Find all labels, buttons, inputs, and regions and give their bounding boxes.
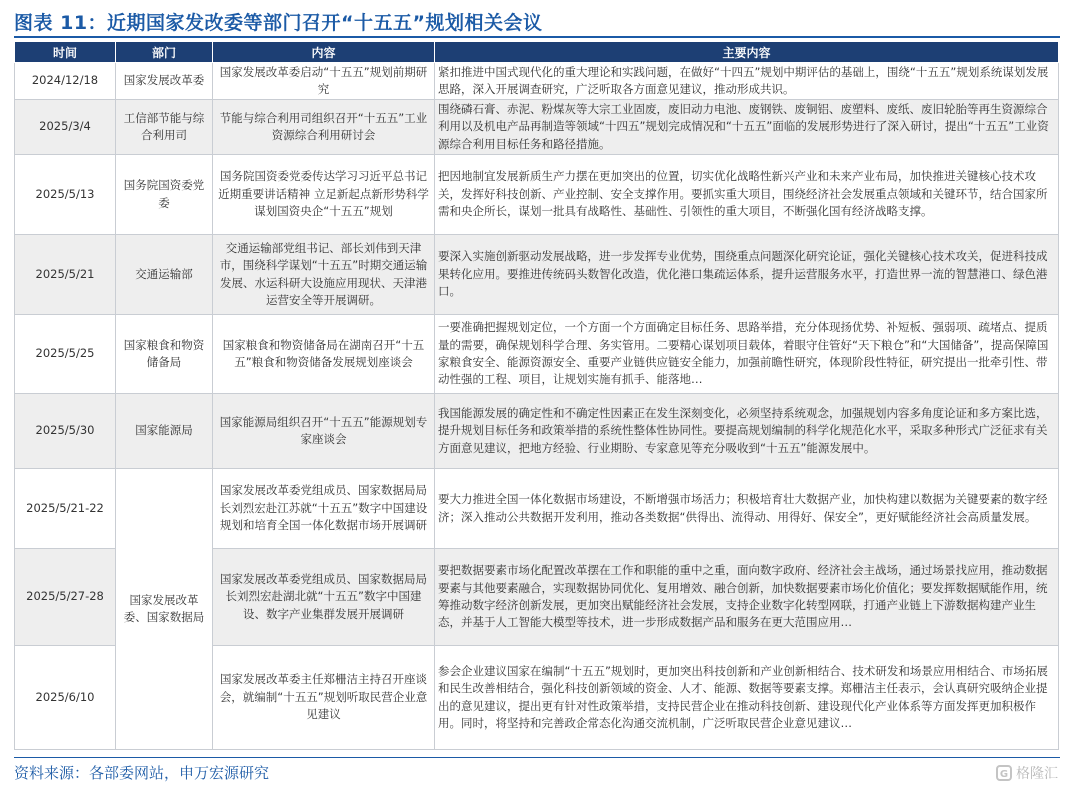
row-date: 2025/5/13 xyxy=(15,155,116,235)
row-main-content xyxy=(435,155,1059,235)
row-date: 2025/5/30 xyxy=(15,394,116,469)
row-meeting: 国务院国资委党委传达学习习近平总书记近期重要讲话精神 立足新起点新形势科学谋划国资央企“十五五”规划 xyxy=(213,155,435,235)
row-main-content-text: 把因地制宜发展新质生产力摆在更加突出的位置，切实优化战略性新兴产业和未来产业布局，加快推进关键核心技术攻关，发挥好科技创新、产业控制、安全支撑作用。要抓实重大项目，围绕经济社会发展重点领域和关键环节，结合国家所需和央企所长，谋划一批具有战略性、基础性、引领性的重大项目，不断强化国有经济战略支撑。 xyxy=(438,169,1048,219)
table-row xyxy=(15,315,1059,394)
row-meeting: 国家粮食和物资储备局在湖南召开“十五五”粮食和物资储备发展规划座谈会 xyxy=(213,315,435,394)
row-meeting: 国家能源局组织召开“十五五”能源规划专家座谈会 xyxy=(213,394,435,469)
table-row xyxy=(15,469,1059,549)
row-date: 2024/12/18 xyxy=(15,63,116,100)
row-department-merged: 国家发展改革委、国家数据局 xyxy=(116,469,213,750)
row-main-content xyxy=(435,394,1059,469)
table-row xyxy=(15,235,1059,315)
row-meeting: 国家发展改革委党组成员、国家数据局局长刘烈宏赴湖北就“十五五”数字中国建设、数字产业集群发展开展调研 xyxy=(213,549,435,646)
row-department: 国家发展改革委 xyxy=(116,63,213,100)
table-row xyxy=(15,394,1059,469)
row-main-content-text: 参会企业建议国家在编制“十五五”规划时，更加突出科技创新和产业创新相结合、技术研发和场景应用相结合、市场拓展和民生改善相结合，强化科技创新领域的资金、人才、能源、数据等要素支撑。郑栅洁主任表示，会认真研究吸纳企业提出的意见建议，提出更有针对性政策举措，支持民营企业在推动科技创新、建设现代化产业体系等方面发挥更加积极作用。同时，将坚持和完善政企常态化沟通交流机制，广泛听取民营企业意见建议… xyxy=(438,663,1048,730)
row-date: 2025/5/25 xyxy=(15,315,116,394)
row-main-content-text: 要把数据要素市场化配置改革摆在工作和职能的重中之重，面向数字政府、经济社会主战场，通过场景找应用，推动数据要素与其他要素融合，实现数据协同优化、复用增效、融合创新，加快数据要素市场化价值化；要发挥数据赋能作用，统筹推动数字经济创新发展，更加突出赋能经济社会发展，支持企业数字化转型网联，打通产业链上下游数据构建产业生态，并基于人工智能大模型等技术，进一步形成数据产品和服务在更大范围应用… xyxy=(438,563,1048,630)
source-note: 资料来源：各部委网站，申万宏源研究 xyxy=(14,764,270,782)
row-main-content xyxy=(435,315,1059,394)
row-department: 工信部节能与综合利用司 xyxy=(116,100,213,155)
gelonghui-logo-icon: G xyxy=(996,765,1012,781)
row-department: 国家能源局 xyxy=(116,394,213,469)
chart-title: 图表 11：近期国家发改委等部门召开“十五五”规划相关会议 xyxy=(14,12,543,34)
row-meeting: 国家发展改革委党组成员、国家数据局局长刘烈宏赴江苏就“十五五”数字中国建设规划和培育全国一体化数据市场开展调研 xyxy=(213,469,435,549)
watermark-logo xyxy=(996,763,1058,783)
row-main-content-text: 围绕磷石膏、赤泥、粉煤灰等大宗工业固废，废旧动力电池、废钢铁、废铜铝、废塑料、废纸、废旧轮胎等再生资源综合利用以及机电产品再制造等领域“十四五”规划完成情况和“十五五”面临的发展形势进行了深入研讨，提出“十五五”工业资源综合利用目标任务和路径措施。 xyxy=(438,101,1049,151)
row-date: 2025/5/21 xyxy=(15,235,116,315)
row-department: 国家粮食和物资储备局 xyxy=(116,315,213,394)
row-main-content-text: 要深入实施创新驱动发展战略，进一步发挥专业优势，围绕重点问题深化研究论证，强化关键核心技术攻关，促进科技成果转化应用。要推进传统码头数智化改造，优化港口集疏运体系，提升运营服务水平，打造世界一流的智慧港口、绿色港口。 xyxy=(438,249,1048,299)
header-department: 部门 xyxy=(116,42,213,63)
logo-text: 格隆汇 xyxy=(1016,766,1058,782)
header-date: 时间 xyxy=(15,42,116,63)
row-meeting: 节能与综合利用司组织召开“十五五”工业资源综合利用研讨会 xyxy=(213,100,435,155)
row-main-content-text: 我国能源发展的确定性和不确定性因素正在发生深刻变化，必须坚持系统观念，加强规划内容多角度论证和多方案比选，提升规划目标任务和政策举措的系统性整体性协同性。要提高规划编制的科学化规范化水平，采取多种形式广泛征求有关方面意见建议，把地方经验、行业期盼、专家意见等充分吸收到“十五五”能源发展中。 xyxy=(438,405,1048,455)
row-main-content-text: 紧扣推进中国式现代化的重大理论和实践问题，在做好“十四五”规划中期评估的基础上，围绕“十五五”规划系统谋划发展思路，深入开展调查研究，广泛听取各方面意见建议，推动形成共识。 xyxy=(438,64,1049,96)
header-meeting: 内容 xyxy=(213,42,435,63)
row-date: 2025/3/4 xyxy=(15,100,116,155)
row-main-content xyxy=(435,469,1059,549)
row-department: 国务院国资委党委 xyxy=(116,155,213,235)
title-divider xyxy=(14,36,1060,38)
row-date: 2025/5/27-28 xyxy=(15,549,116,646)
row-meeting: 国家发展改革委主任郑栅洁主持召开座谈会，就编制“十五五”规划听取民营企业意见建议 xyxy=(213,646,435,750)
row-date: 2025/5/21-22 xyxy=(15,469,116,549)
row-main-content-text: 要大力推进全国一体化数据市场建设，不断增强市场活力；积极培育壮大数据产业，加快构建以数据为关键要素的数字经济；深入推动公共数据开发利用，推动各类数据“供得出、流得动、用得好、保安全”，更好赋能经济社会高质量发展。 xyxy=(438,492,1048,524)
header-main-content: 主要内容 xyxy=(435,42,1059,63)
bottom-divider xyxy=(14,757,1060,758)
row-main-content-text: 一要准确把握规划定位，一个方面一个方面确定目标任务、思路举措，充分体现扬优势、补短板、强弱项、疏堵点、提质量的需要，确保规划科学合理、务实管用。二要精心谋划项目载体，着眼守住管好“天下粮仓”和“大国储备”，提高保障国家粮食安全、能源资源安全、重要产业链供应链安全能力，加强前瞻性研究，体现阶段性特征，研究提出一批牵引性、带动性强的工程、项目，让规划实施有抓手、能落地… xyxy=(438,320,1049,387)
table-row xyxy=(15,155,1059,235)
meetings-table xyxy=(14,41,1059,750)
row-main-content xyxy=(435,100,1059,155)
table-row xyxy=(15,100,1059,155)
row-main-content xyxy=(435,63,1059,100)
row-main-content xyxy=(435,235,1059,315)
row-main-content xyxy=(435,549,1059,646)
row-main-content xyxy=(435,646,1059,750)
row-meeting: 国家发展改革委启动“十五五”规划前期研究 xyxy=(213,63,435,100)
row-department: 交通运输部 xyxy=(116,235,213,315)
row-date: 2025/6/10 xyxy=(15,646,116,750)
table-header-row xyxy=(15,42,1059,63)
table-row xyxy=(15,63,1059,100)
row-meeting: 交通运输部党组书记、部长刘伟到天津市，围绕科学谋划“十五五”时期交通运输发展、水运科研大设施应用现状、天津港运营安全等开展调研。 xyxy=(213,235,435,315)
